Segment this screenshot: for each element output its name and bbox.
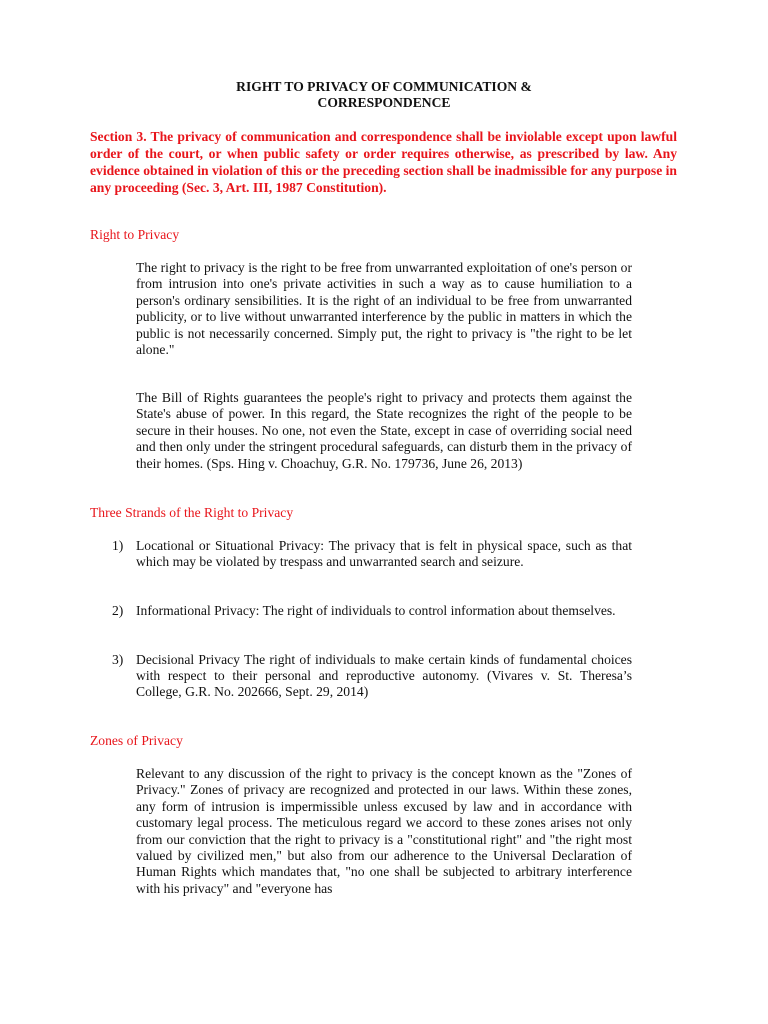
document-title: [90, 79, 678, 111]
title-line-2: CORRESPONDENCE: [317, 95, 451, 110]
list-item-number: 3): [112, 652, 124, 667]
list-item-text: Informational Privacy: The right of individuals to control information about themselves.: [136, 603, 616, 618]
heading-three-strands: Three Strands of the Right to Privacy: [90, 505, 294, 520]
heading-zones-of-privacy: Zones of Privacy: [90, 733, 183, 748]
heading-right-to-privacy: Right to Privacy: [90, 227, 180, 242]
list-item-number: 1): [112, 538, 124, 553]
list-item-text: Locational or Situational Privacy: The privacy that is felt in physical space, such as that which may be violated by trespass and unwarranted search and seizure.: [136, 538, 632, 570]
list-item-number: 2): [112, 603, 124, 618]
title-line-1: RIGHT TO PRIVACY OF COMMUNICATION &: [236, 79, 532, 94]
list-item-text: Decisional Privacy The right of individuals to make certain kinds of fundamental choices with respect to their personal and reproductive autonomy. (Vivares v. St. Theresa’s College, G.R. No. 202666, Sept. 29, 2014): [136, 652, 632, 700]
section-3-text: Section 3. The privacy of communication and correspondence shall be inviolable except upon lawful order of the court, or when public safety or order requires otherwise, as prescribed by law. Any evidence obtained in violation of this or the preceding section shall be inadmissible for any purpose in any proceeding (Sec. 3, Art. III, 1987 Constitution).: [90, 129, 677, 195]
paragraph-zones-of-privacy: Relevant to any discussion of the right to privacy is the concept known as the "Zones of Privacy." Zones of privacy are recognized and protected in our laws. Within these zones, any form of intrusion is impermissible unless excused by law and in accordance with customary legal process. The meticulous regard we accord to these zones arises not only from our conviction that the right to privacy is a "constitutional right" and "the right most valued by civilized men," but also from our adherence to the Universal Declaration of Human Rights which mandates that, "no one shall be subjected to arbitrary interference with his privacy" and "everyone has: [136, 766, 632, 896]
paragraph-right-to-privacy-2: The Bill of Rights guarantees the people's right to privacy and protects them against the State's abuse of power. In this regard, the State recognizes the right of the people to be secure in their houses. No one, not even the State, except in case of overriding social need and then only under the stringent procedural safeguards, can disturb them in the privacy of their homes. (Sps. Hing v. Choachuy, G.R. No. 179736, June 26, 2013): [136, 390, 632, 471]
paragraph-right-to-privacy-1: The right to privacy is the right to be free from unwarranted exploitation of one's person or from intrusion into one's private activities in such a way as to cause humiliation to a person's ordinary sensibilities. It is the right of an individual to be free from unwarranted publicity, or to live without unwarranted interference by the public in matters in which the public is not necessarily concerned. Simply put, the right to privacy is "the right to be let alone.": [136, 260, 632, 358]
